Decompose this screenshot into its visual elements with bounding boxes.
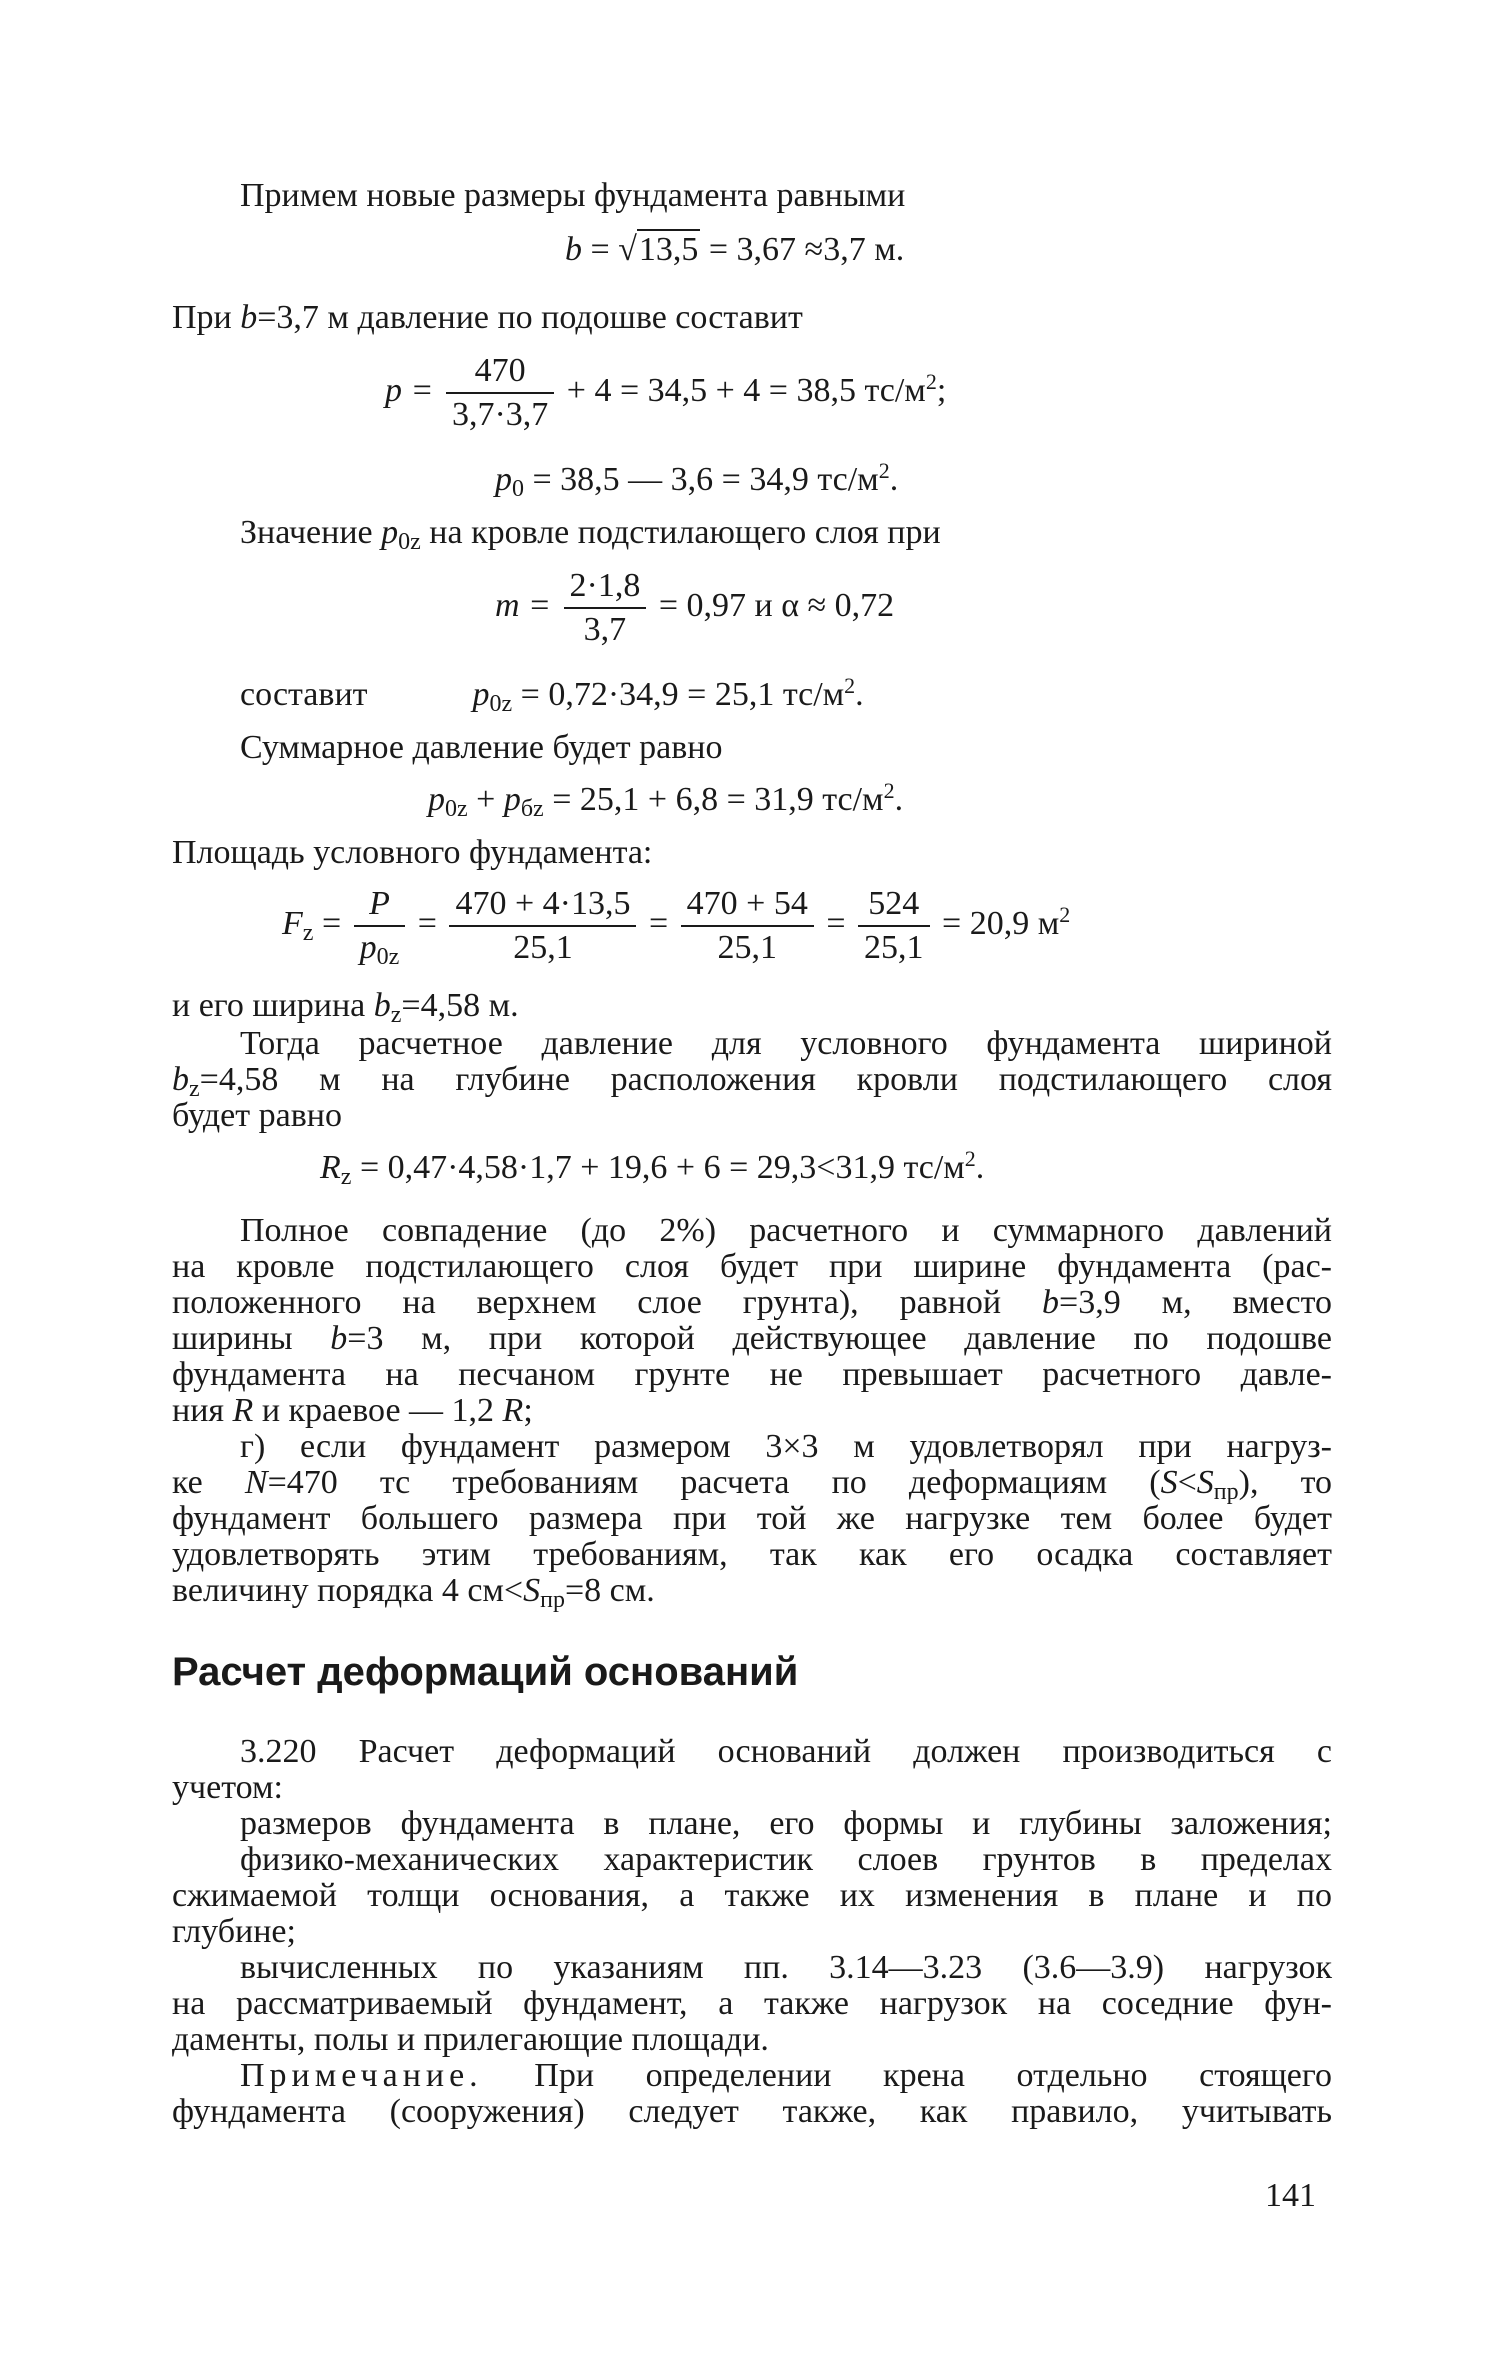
paragraph-3220-line-7: вычисленных по указаниям пп. 3.14—3.23 (3.6—3.9) нагрузок bbox=[240, 1949, 1332, 1986]
paragraph-3220-line-4: физико-механических характеристик слоев грунтов в пределах bbox=[240, 1841, 1332, 1878]
equation-m: m = $\frac{2\cdot 1,8}{3,7}$ = 0,97 и α ≈ 0,72 bbox=[495, 567, 895, 648]
equation-p: p = $\frac{470}{3,7\cdot 3,7}$ + 4 = 34,5 + 4 = 38,5 $тс/м^2$; bbox=[385, 352, 947, 433]
fraction: $\frac{470}{3,7\cdot 3,7}$ bbox=[446, 352, 554, 434]
note-line-2: фундамента (сооружения) следует также, как правило, учитывать bbox=[172, 2093, 1332, 2130]
paragraph-3220-line-3: размеров фундамента в плане, его формы и глубины заложения; bbox=[240, 1805, 1332, 1842]
paragraph-g-line-4: удовлетворять этим требованиям, так как его осадка составляет bbox=[172, 1536, 1332, 1573]
text-line-pri: При b=3,7 м давление по подошве составит bbox=[172, 299, 803, 336]
text-line-summarnoe: Суммарное давление будет равно bbox=[240, 729, 723, 766]
equation-sum: $p_{0z} + p_{бz} = 25,1 + 6,8 = 31,9$ $тс/м^2$. bbox=[428, 778, 904, 822]
equation-fz: $F_z$ = $\frac{P}{p_{0z}}$ = $\frac{470 + 4\cdot 13,5}{25,1}$ = $\frac{470 + 54}{25,1}$ = $\frac{524}{25,1}$ = 20,9 $м^2$ bbox=[282, 885, 1071, 970]
text-line-sostavit: составит $p_{0z} = 0,72\cdot 34,9 = 25,1$ $тс/м^2$. bbox=[240, 673, 864, 717]
fraction: $\frac{524}{25,1}$ bbox=[858, 885, 930, 967]
fraction: $\frac{2\cdot 1,8}{3,7}$ bbox=[564, 567, 647, 649]
note-line-1: Примечание. При определении крена отдельно стоящего bbox=[240, 2057, 1332, 2094]
paragraph-g-line-2: ке N=470 тс требованиям расчета по деформациям $(S<S_{пр})$, то bbox=[172, 1464, 1332, 1505]
equation-rz: $R_z = 0,47\cdot 4,58\cdot 1,7 + 19,6 + 6 = 29,3<31,9$ $тс/м^2$. bbox=[320, 1146, 985, 1190]
section-heading: Расчет деформаций оснований bbox=[172, 1650, 799, 1694]
fraction: $\frac{P}{p_{0z}}$ bbox=[354, 885, 406, 967]
paragraph-togda-line-3: будет равно bbox=[172, 1097, 342, 1134]
equation-p0: $p_0 = 38,5$ — 3,6 = 34,9 $тс/м^2$. bbox=[495, 458, 899, 502]
page-number: 141 bbox=[1265, 2177, 1316, 2214]
paragraph-polnoe-line-2: на кровле подстилающего слоя будет при ширине фундамента (рас- bbox=[172, 1248, 1332, 1285]
paragraph-g-line-1: г) если фундамент размером 3×3 м удовлетворял при нагруз- bbox=[240, 1428, 1332, 1465]
sqrt-sign: √ bbox=[618, 231, 637, 268]
intro-line: Примем новые размеры фундамента равными bbox=[240, 177, 906, 214]
paragraph-togda-line-1: Тогда расчетное давление для условного фундамента шириной bbox=[240, 1025, 1332, 1062]
fraction: $\frac{470 + 4\cdot 13,5}{25,1}$ bbox=[449, 885, 636, 967]
equation-b: b = √13,5 = 3,67 ≈3,7 м. bbox=[565, 231, 905, 268]
paragraph-togda-line-2: $b_z=4,58$ м на глубине расположения кровли подстилающего слоя bbox=[172, 1061, 1332, 1102]
paragraph-3220-line-5: сжимаемой толщи основания, а также их изменения в плане и по bbox=[172, 1877, 1332, 1914]
paragraph-3220-line-6: глубине; bbox=[172, 1913, 296, 1950]
paragraph-polnoe-line-6: ния R и краевое — 1,2 R; bbox=[172, 1392, 533, 1429]
fraction: $\frac{470 + 54}{25,1}$ bbox=[681, 885, 814, 967]
paragraph-polnoe-line-3: положенного на верхнем слое грунта), равной b=3,9 м, вместо bbox=[172, 1284, 1332, 1321]
paragraph-g-line-3: фундамент большего размера при той же нагрузке тем более будет bbox=[172, 1500, 1332, 1537]
paragraph-polnoe-line-5: фундамента на песчаном грунте не превышает расчетного давле- bbox=[172, 1356, 1332, 1393]
paragraph-3220-line-2: учетом: bbox=[172, 1769, 283, 1806]
paragraph-3220-line-9: даменты, полы и прилегающие площади. bbox=[172, 2021, 769, 2058]
paragraph-polnoe-line-1: Полное совпадение (до 2%) расчетного и суммарного давлений bbox=[240, 1212, 1332, 1249]
text-line-znachenie: Значение $p_{0z}$ на кровле подстилающего слоя при bbox=[240, 514, 941, 555]
note-label: Примечание. bbox=[240, 2057, 483, 2094]
paragraph-3220-line-1: 3.220 Расчет деформаций оснований должен производиться с bbox=[240, 1733, 1332, 1770]
paragraph-g-line-5: величину порядка 4 $см<S_{пр}=8$ см. bbox=[172, 1572, 655, 1613]
paragraph-polnoe-line-4: ширины b=3 м, при которой действующее давление по подошве bbox=[172, 1320, 1332, 1357]
text-line-ploshad: Площадь условного фундамента: bbox=[172, 834, 653, 871]
text-line-shirina: и его ширина $b_z=4,58$ м. bbox=[172, 987, 519, 1028]
paragraph-3220-line-8: на рассматриваемый фундамент, а также нагрузок на соседние фун- bbox=[172, 1985, 1332, 2022]
